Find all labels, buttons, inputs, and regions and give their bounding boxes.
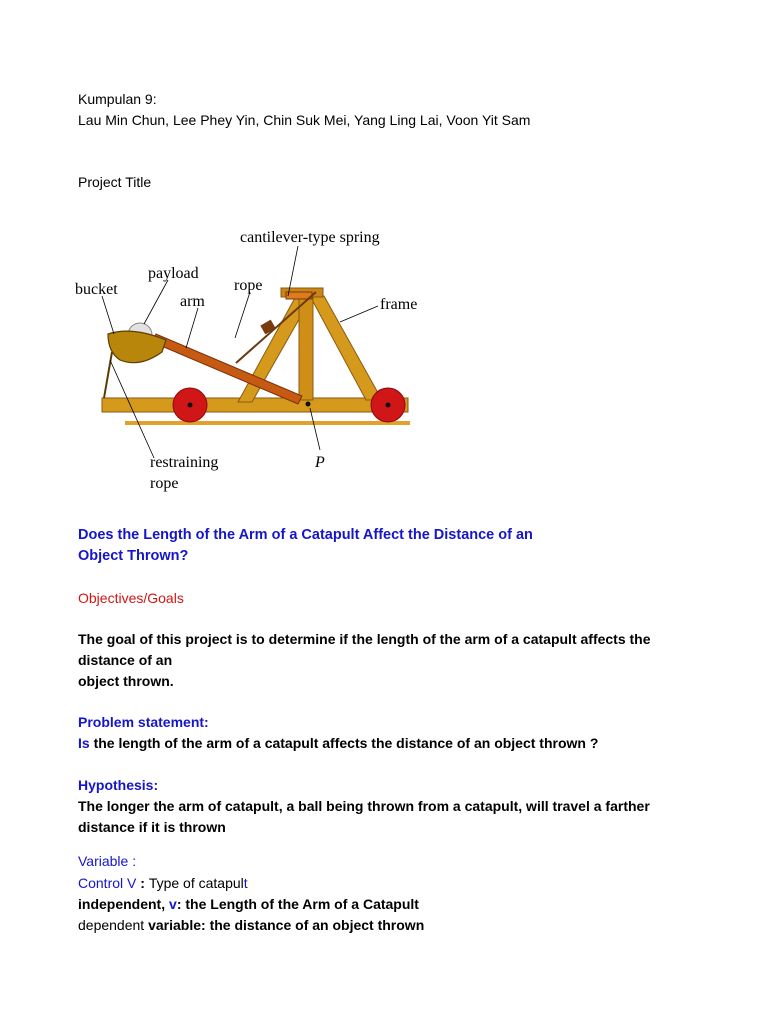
restraining-rope bbox=[104, 352, 112, 398]
objectives-line-2: distance of an bbox=[78, 652, 173, 668]
control-variable bbox=[78, 874, 248, 892]
independent-v: v bbox=[169, 896, 177, 912]
question-line-1: Does the Length of the Arm of a Catapult Affect the Distance of an bbox=[78, 527, 533, 543]
problem-is-word: Is bbox=[78, 735, 90, 751]
independent-label: independent bbox=[78, 896, 162, 912]
problem-text: the length of the arm of a catapult affects the distance of an object thrown ? bbox=[89, 735, 599, 751]
hypothesis-heading: Hypothesis: bbox=[78, 777, 159, 793]
label-payload: payload bbox=[148, 265, 199, 282]
label-restraining: restraining bbox=[150, 454, 219, 471]
control-colon: : bbox=[136, 875, 149, 891]
dependent-variable bbox=[78, 916, 424, 934]
label-arm: arm bbox=[180, 293, 205, 310]
independent-colon: : bbox=[176, 896, 182, 912]
catapult-diagram bbox=[70, 222, 420, 497]
objectives-heading: Objectives/Goals bbox=[78, 590, 184, 606]
label-rope: rope bbox=[234, 277, 263, 294]
front-leg bbox=[310, 296, 382, 400]
independent-value: the Length of the Arm of a Catapult bbox=[181, 896, 419, 912]
label-frame: frame bbox=[380, 296, 418, 313]
independent-variable bbox=[78, 895, 419, 913]
stop-block bbox=[260, 320, 275, 335]
hypothesis-line-1: The longer the arm of catapult, a ball being thrown from a catapult, will travel a farther bbox=[78, 798, 650, 814]
hypothesis-line-2: distance if it is thrown bbox=[78, 819, 226, 835]
control-value-end: t bbox=[243, 875, 248, 891]
vertical-post bbox=[299, 294, 313, 400]
problem-statement bbox=[78, 734, 598, 752]
label-restraining-rope: rope bbox=[150, 475, 179, 492]
variable-heading: Variable : bbox=[78, 853, 137, 869]
label-pivot: P bbox=[315, 454, 325, 471]
independent-comma: , bbox=[161, 896, 170, 912]
question-line-2: Object Thrown? bbox=[78, 548, 189, 564]
dependent-word: dependent bbox=[78, 917, 149, 933]
dependent-variable-word: variable bbox=[148, 917, 202, 933]
label-bucket: bucket bbox=[75, 281, 118, 298]
ground-line bbox=[125, 421, 410, 425]
label-spring: cantilever-type spring bbox=[240, 229, 380, 246]
dependent-value: : the distance of an object thrown bbox=[201, 917, 425, 933]
group-members: Lau Min Chun, Lee Phey Yin, Chin Suk Mei, Yang Ling Lai, Voon Yit Sam bbox=[78, 112, 531, 128]
left-wheel-hub bbox=[188, 403, 193, 408]
objectives-line-1: The goal of this project is to determine if the length of the arm of a catapult affects the bbox=[78, 631, 651, 647]
project-title-label: Project Title bbox=[78, 174, 152, 190]
base-beam bbox=[102, 398, 408, 412]
control-label: Control V bbox=[78, 875, 137, 891]
group-number: Kumpulan 9: bbox=[78, 91, 157, 107]
objectives-line-3: object thrown. bbox=[78, 673, 174, 689]
pivot-point bbox=[306, 402, 311, 407]
control-value: Type of catapul bbox=[148, 875, 244, 891]
problem-heading: Problem statement: bbox=[78, 714, 209, 730]
right-wheel-hub bbox=[386, 403, 391, 408]
